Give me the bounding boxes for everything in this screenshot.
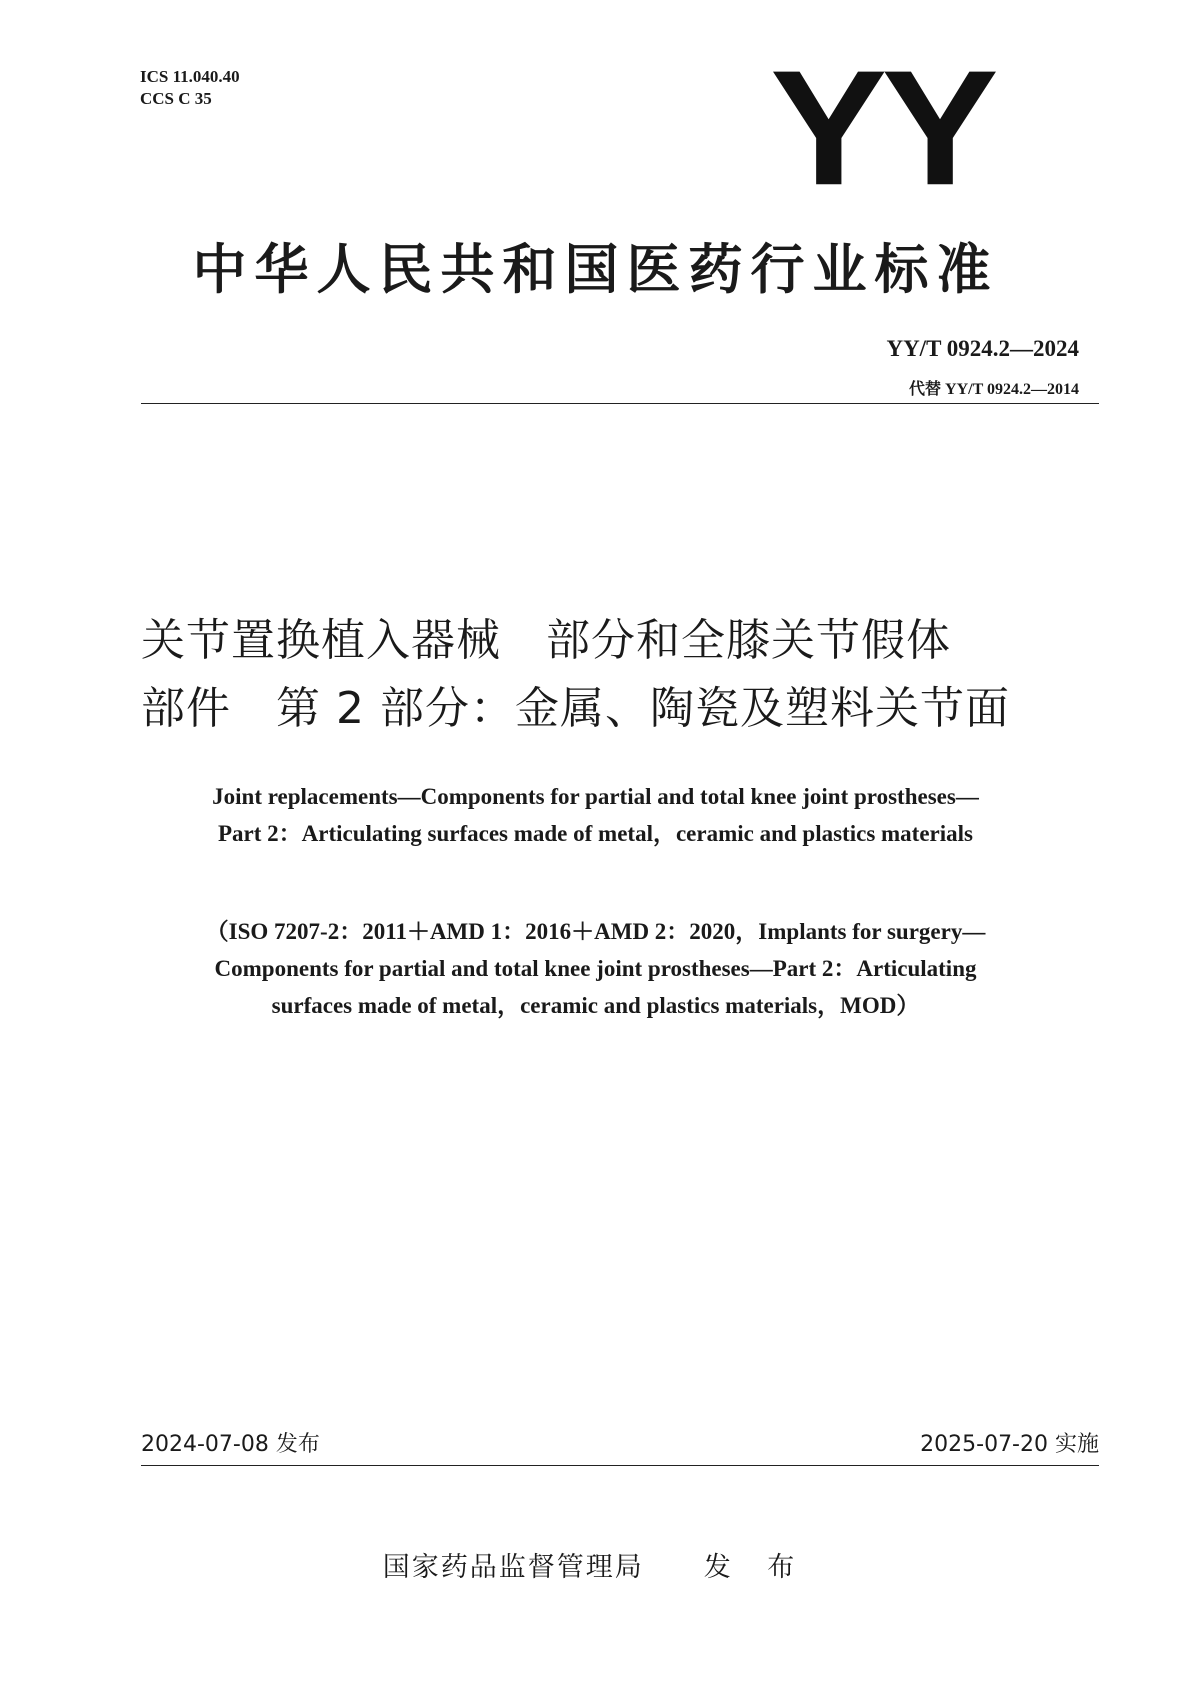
iso-reference-line-2: Components for partial and total knee joint prostheses—Part 2：Articulating: [214, 956, 977, 981]
chinese-title-line-1: 关节置换植入器械 部分和全膝关节假体: [141, 615, 951, 666]
replaces-standard-text: 代替 YY/T 0924.2—2014: [909, 381, 1079, 398]
bottom-divider: [141, 1465, 1099, 1466]
effective-date: 2025-07-20 实施: [920, 1432, 1099, 1457]
standard-number: [886, 336, 1079, 362]
ics-code: ICS 11.040.40: [140, 67, 240, 86]
ccs-code: CCS C 35: [140, 89, 212, 108]
top-divider: [141, 403, 1099, 404]
english-title-line-1: Joint replacements—Components for partial and total knee joint prostheses—: [212, 784, 979, 809]
standard-number-text: YY/T 0924.2—2024: [886, 336, 1079, 361]
publisher-org: 国家药品监督管理局: [382, 1552, 644, 1583]
english-title-line-2: Part 2：Articulating surfaces made of metal，ceramic and plastics materials: [217, 821, 973, 846]
publisher-line: [0, 1545, 1191, 1584]
classification-codes: [140, 66, 240, 110]
replaces-standard: [909, 376, 1079, 399]
yy-logo: YY: [770, 37, 993, 220]
iso-reference-line-3: surfaces made of metal，ceramic and plastics materials，MOD）: [271, 993, 920, 1018]
chinese-title-line-2: 部件 第 2 部分：金属、陶瓷及塑料关节面: [141, 683, 1010, 734]
country-standard-title: 中华人民共和国医药行业标准: [192, 238, 999, 301]
publisher-action: 发 布: [703, 1552, 809, 1583]
issue-date: 2024-07-08 发布: [141, 1432, 320, 1457]
iso-reference-line-1: （ISO 7207-2：2011＋AMD 1：2016＋AMD 2：2020，Implants for surgery—: [205, 919, 986, 944]
